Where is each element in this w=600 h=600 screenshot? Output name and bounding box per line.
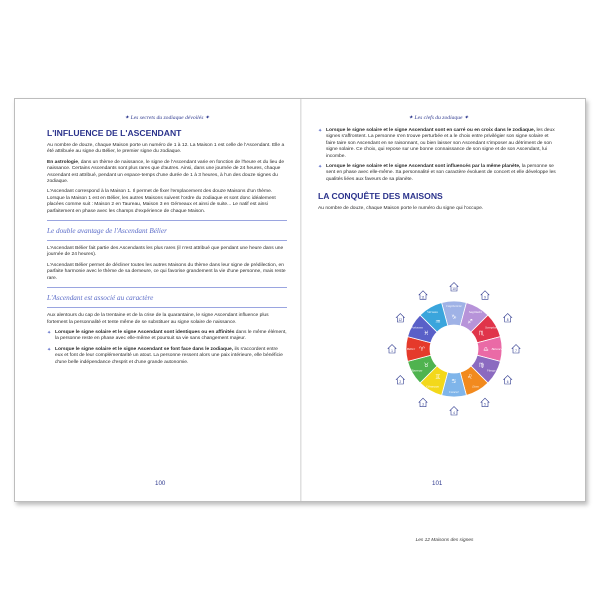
house-number: 8 (506, 318, 509, 322)
left-bullet-list (47, 330, 287, 366)
house-number: 10 (452, 287, 456, 291)
zodiac-glyph-icon: ♈ (419, 346, 425, 353)
bullet-icon: ✦ (318, 164, 323, 171)
house-icon (450, 407, 458, 416)
list-item (47, 330, 287, 343)
house-number: 2 (399, 380, 402, 384)
zodiac-glyph-icon: ♎ (483, 346, 489, 353)
left-paragraph-3: L'Ascendant correspond à la Maison 1. Il permet de fixer l'emplacement des douze Maisons d'un thème. Lorsque la Maison 1 est en Bélier, les autres Maisons suivent l'ordre du zodiaque et sont donc idéalement placées comme suit : Maison 2 en Taureau, Maison 3 en Gémeaux et ainsi de suite... Le natif est ainsi parfaitement en phase avec les champs d'expérience de chaque Maison. (47, 189, 276, 214)
zodiac-glyph-icon: ♋ (451, 378, 457, 385)
left-subtitle-2: L'Ascendant est associé au caractère (47, 294, 154, 303)
zodiac-glyph-icon: ♏ (479, 330, 485, 337)
divider (47, 240, 287, 241)
bullet-icon: ✦ (318, 128, 323, 134)
right-bullet-list (318, 128, 559, 183)
house-icon (450, 283, 458, 292)
house-number: 5 (484, 402, 486, 407)
house-number: 4 (453, 411, 455, 415)
zodiac-glyph-icon: ♐ (467, 318, 473, 326)
left-page (15, 99, 301, 501)
list-item-bold: Lorsque le signe solaire et le signe Ascendant sont identiques ou en affinités (55, 329, 235, 335)
list-item (318, 128, 559, 160)
list-item-text: dans le même élément, la personne reste en phase avec elle-même et poursuit sa vie sans changement majeur. (55, 329, 287, 342)
house-number: 6 (506, 380, 509, 384)
sign-label: Balance (491, 347, 503, 352)
wheel-center (431, 326, 478, 373)
left-paragraph-6: Aux alentours du cap de la trentaine et de la crise de la quarantaine, le signe Ascendant influence plus fortement la personnalité et tente même de se substituer au signe solaire de naissance. (47, 313, 269, 325)
sign-label: Capricorne (446, 304, 462, 309)
sign-label: Sagittaire (468, 309, 483, 314)
left-page-number: 100 (155, 480, 166, 487)
left-paragraph-2-text: , dans un thème de naissance, le signe de l'Ascendant varie en fonction de l'heure et du lieu de naissance. Certains Ascendants sont plus rares que d'autres. Ainsi, dans une journée de 24 heures, chaque Ascendant est attribué, pendant un espace-temps d'une durée de 1 à 3 heures, à l'un des douze signes du zodiaque. (47, 159, 285, 185)
list-item-text: ils s'accordent entre eux et font de leur complémentarité un atout. La personne ressent alors une paix intérieure, elle bénéficie d'une belle indépendance d'esprit et d'une grande autonomie. (55, 346, 283, 365)
sign-label: Scorpion (485, 325, 498, 330)
right-page-number: 101 (432, 480, 443, 487)
zodiac-glyph-icon: ♊ (435, 373, 441, 381)
list-item-bold: Lorsque le signe solaire et le signe Ascendant sont en carré ou en croix dans le zodiaque, (326, 128, 536, 133)
divider (47, 307, 287, 308)
sign-label: Cancer (449, 390, 459, 395)
left-paragraph-2-bold: En astrologie (47, 159, 78, 165)
sign-label: Taureau (411, 368, 423, 373)
house-number: 12 (398, 318, 403, 322)
left-paragraph-4: L'Ascendant Bélier fait partie des Ascendants les plus rares (il n'est attribué que pendant une heure dans une journée de 24 heures). (47, 246, 284, 258)
zodiac-glyph-icon: ♑ (451, 314, 457, 321)
right-running-head: ✦ Les clefs du zodiaque ✦ (408, 115, 469, 121)
house-icon (396, 314, 404, 323)
left-section-title: L'INFLUENCE DE L'ASCENDANT (47, 128, 182, 138)
right-page (302, 99, 587, 543)
wheel-caption: Les 12 Maisons des signes (415, 538, 474, 543)
zodiac-glyph-icon: ♉ (423, 362, 429, 369)
house-icon (512, 345, 520, 354)
list-item-bold: Lorsque le signe solaire et le signe Ascendant sont influencés par la même planète, (326, 164, 521, 170)
divider (47, 220, 287, 221)
zodiac-wheel-svg (384, 279, 524, 419)
house-icon (481, 291, 489, 300)
zodiac-glyph-icon: ♓ (423, 330, 429, 337)
house-icon (396, 376, 404, 385)
right-section-title: LA CONQUÊTE DES MAISONS (318, 191, 443, 202)
zodiac-wheel (384, 279, 524, 419)
house-icon (504, 376, 512, 385)
list-item (318, 164, 559, 183)
divider (47, 287, 287, 288)
sign-label: Verseau (427, 309, 438, 314)
house-number: 9 (484, 295, 486, 300)
house-icon (481, 398, 489, 407)
sign-label: Lion (472, 384, 479, 389)
left-paragraph-5: L'Ascendant Bélier permet de décliner toutes les autres Maisons du thème dans leur signe de prédilection, en parfaite harmonie avec le thème de sa demeure, ce qui favorise grandement la vie d'une personne, mais reste rare. (47, 262, 286, 281)
house-number: 11 (421, 295, 425, 300)
zodiac-glyph-icon: ♌ (467, 373, 473, 381)
sign-label: Poissons (410, 325, 423, 330)
left-paragraph-1: Au nombre de douze, chaque Maison porte un numéro de 1 à 12. La Maison 1 est celle de l'Ascendant. Elle a été attribuée au signe du Bélier, le premier signe du zodiaque. (47, 143, 285, 155)
left-paragraph-2 (47, 160, 287, 186)
list-item (47, 347, 287, 366)
house-icon (388, 345, 396, 354)
bullet-icon: ✦ (47, 346, 52, 353)
book-spread (14, 98, 586, 543)
sign-label: Vierge (486, 368, 496, 373)
house-icon (419, 398, 427, 407)
zodiac-glyph-icon: ♍ (479, 362, 485, 369)
house-icon (419, 291, 427, 300)
house-number: 1 (391, 349, 393, 353)
left-running-head: ✦ Les secrets du zodiaque dévoilés ✦ (124, 115, 210, 121)
list-item-text: la personne se sent en phase avec elle-même. Sa personnalité et son caractère évoluent de concert et elle développe les qualités liées aux faveurs de sa planète. (326, 164, 556, 182)
house-number: 7 (515, 349, 517, 353)
house-icon (504, 314, 512, 323)
house-number: 3 (422, 402, 424, 407)
list-item-text: les deux signes s'affrontent. La personne s'en trouve perturbée et a le choix entre privilégier son signe solaire et faire taire son Ascendant en se raisonnant, ou bien laisser son Ascendant s'imposer au détriment de son signe solaire. Ce choix, qui repose sur une bonne connaissance de son signe et de son Ascendant, lui incombe. (326, 128, 555, 159)
bullet-icon: ✦ (47, 329, 52, 336)
left-subtitle-1: Le double avantage de l'Ascendant Bélier (47, 227, 167, 236)
right-paragraph-1: Au nombre de douze, chaque Maison porte le numéro du signe qui l'occupe. (318, 206, 484, 212)
sign-label: Gémeaux (426, 384, 439, 389)
zodiac-glyph-icon: ♒ (435, 318, 441, 326)
sign-label: Bélier (406, 347, 416, 352)
list-item-bold: Lorsque le signe solaire et le signe Ascendant se font face dans le zodiaque, (55, 346, 234, 352)
